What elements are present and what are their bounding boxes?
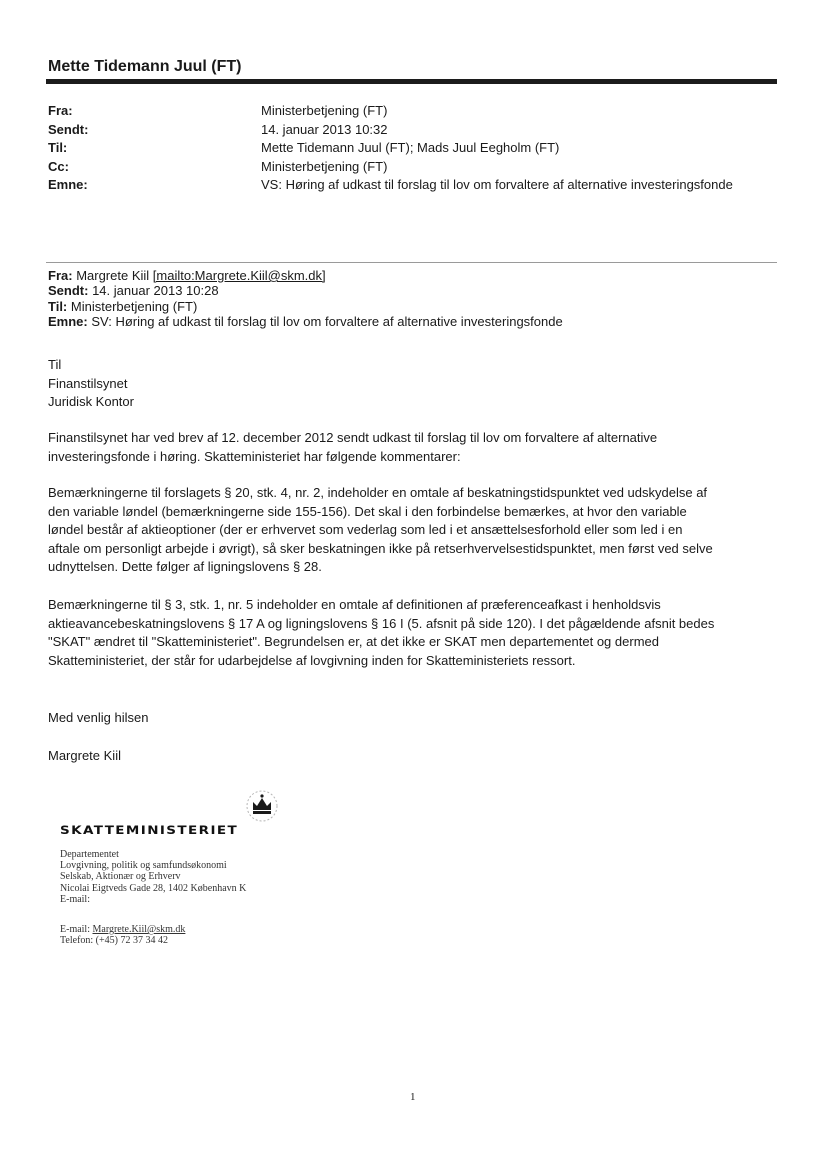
paragraph-line: aftale om personligt arbejde i øvrigt), så sker beskatningen ikke på retserhvervelsestidspunktet, men først ved selve	[48, 540, 713, 556]
signature-email-row	[60, 924, 185, 935]
signature-line: Selskab, Aktionær og Erhverv	[60, 871, 181, 883]
paragraph-line: Skatteministeriet, der står for udarbejdelse af lovgivning inden for Skatteministeriets ressort.	[48, 652, 576, 668]
forwarded-header	[48, 268, 563, 329]
label-sent: Sendt:	[48, 121, 89, 137]
forward-divider	[46, 262, 777, 263]
signature-line: Lovgivning, politik og samfundsøkonomi	[60, 860, 227, 872]
paragraph-line: investeringsfonde i høring. Skatteministeriet har følgende kommentarer:	[48, 448, 461, 464]
ministry-logo-wordmark: SKATTEMINISTERIET	[60, 824, 239, 838]
fwd-to-label: Til:	[48, 298, 68, 314]
signature-department	[60, 849, 246, 905]
recipient-address	[48, 356, 788, 412]
signature-line: Nicolai Eigtveds Gade 28, 1402 København K	[60, 882, 247, 894]
paragraph-section-20	[48, 484, 788, 577]
fwd-subject-label: Emne:	[48, 313, 88, 329]
mail-title: Mette Tidemann Juul (FT)	[48, 58, 242, 75]
paragraph-line: den variable løndel (bemærkningerne side 155-156). Det skal i den forbindelse bemærkes, at hvor den variable	[48, 503, 687, 519]
paragraph-line: aktieavancebeskatningslovens § 17 A og ligningslovens § 16 I (5. afsnit på side 120). I det pågældende afsnit bedes	[48, 615, 715, 631]
fwd-sent-value: 14. januar 2013 10:28	[92, 283, 219, 299]
fwd-sent-label: Sendt:	[48, 283, 89, 299]
paragraph-intro	[48, 429, 788, 466]
paragraph-line: udnyttelsen. Dette følger af ligningslovens § 28.	[48, 559, 322, 575]
value-subject: VS: Høring af udkast til forslag til lov om forvaltere af alternative investeringsfonde	[261, 177, 733, 193]
fwd-from-mailto-link[interactable]: [mailto:Margrete.Kiil@skm.dk]	[152, 268, 326, 283]
signature-line: Departementet	[60, 849, 119, 860]
title-divider	[46, 79, 777, 84]
value-sent: 14. januar 2013 10:32	[261, 121, 388, 137]
address-line: Juridisk Kontor	[48, 394, 134, 410]
fwd-from-row	[48, 268, 563, 283]
paragraph-section-3	[48, 596, 788, 670]
signature-contact	[60, 924, 185, 946]
label-cc: Cc:	[48, 158, 69, 174]
greeting: Med venlig hilsen	[48, 710, 149, 725]
value-cc: Ministerbetjening (FT)	[261, 158, 388, 174]
signature-email-label: E-mail:	[60, 924, 90, 935]
label-from: Fra:	[48, 103, 73, 118]
crown-icon	[241, 785, 281, 825]
signature-email-link[interactable]: Margrete.Kiil@skm.dk	[92, 924, 186, 935]
signature-line: E-mail:	[60, 893, 90, 905]
address-line: Finanstilsynet	[48, 375, 128, 391]
fwd-sent-row	[48, 283, 563, 298]
fwd-to-value: Ministerbetjening (FT)	[70, 298, 198, 314]
outer-header-values	[261, 102, 733, 195]
fwd-subject-value: SV: Høring af udkast til forslag til lov om forvaltere af alternative investeringsfonde	[91, 313, 563, 329]
paragraph-line: "SKAT" ændret til "Skatteministeriet". Begrundelsen er, at det ikke er SKAT men departementet og dermed	[48, 634, 659, 650]
fwd-from-label: Fra:	[48, 268, 73, 283]
paragraph-line: løndel består af aktieoptioner (der er erhvervet som vederlag som led i et ansættelsesforhold eller som led i en	[48, 522, 683, 538]
outer-header-labels	[48, 102, 88, 195]
paragraph-line: Bemærkningerne til forslagets § 20, stk. 4, nr. 2, indeholder en omtale af beskatningstidspunktet ved udskydelse af	[48, 485, 708, 500]
fwd-to-row	[48, 299, 563, 314]
page-number: 1	[410, 1091, 416, 1103]
fwd-subject-row	[48, 314, 563, 329]
label-subject: Emne:	[48, 177, 88, 193]
signature-phone: Telefon: (+45) 72 37 34 42	[60, 935, 168, 947]
sender-name: Margrete Kiil	[48, 748, 121, 763]
value-to: Mette Tidemann Juul (FT); Mads Juul Eegholm (FT)	[261, 140, 560, 156]
address-line: Til	[48, 357, 62, 372]
paragraph-line: Finanstilsynet har ved brev af 12. december 2012 sendt udkast til forslag til lov om forvaltere af alternative	[48, 430, 658, 445]
label-to: Til:	[48, 140, 68, 156]
paragraph-line: Bemærkningerne til § 3, stk. 1, nr. 5 indeholder en omtale af definitionen af præferenceafkast i henholdsvis	[48, 597, 661, 612]
fwd-from-value: Margrete Kiil	[76, 268, 150, 283]
value-from: Ministerbetjening (FT)	[261, 103, 388, 118]
